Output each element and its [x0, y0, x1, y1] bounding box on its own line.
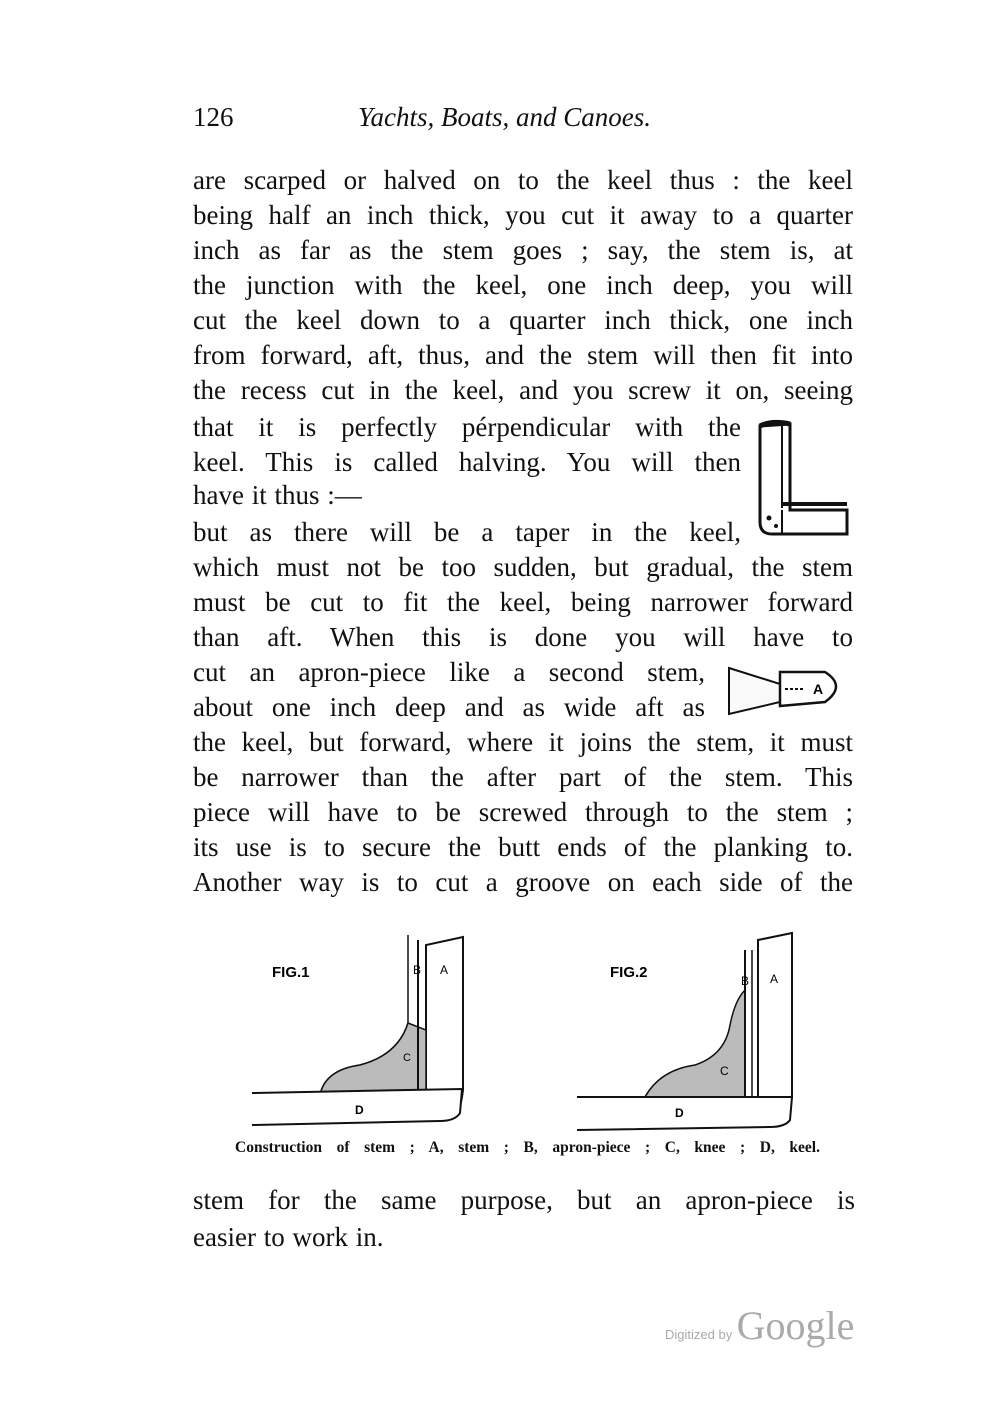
fig1-title: FIG.1 — [272, 964, 310, 981]
text-line: piece will have to be screwed through to the stem ; — [193, 797, 853, 827]
fig2-label-c: C — [720, 1064, 729, 1078]
figure-1 — [250, 925, 475, 1130]
halving-joint-illustration — [752, 418, 852, 538]
text-line: the recess cut in the keel, and you screw it on, seeing — [193, 375, 853, 405]
text-line: are scarped or halved on to the keel thus : the keel — [193, 165, 853, 195]
figure-caption: Construction of stem ; A, stem ; B, apron-piece ; C, knee ; D, keel. — [235, 1139, 820, 1156]
figure-2 — [565, 925, 800, 1135]
fig2-label-b: B — [741, 974, 750, 988]
text-line: than aft. When this is done you will have to — [193, 622, 853, 652]
fig2-title: FIG.2 — [610, 964, 648, 981]
running-title: Yachts, Boats, and Canoes. — [358, 102, 652, 132]
text-line: the keel, but forward, where it joins the stem, it must — [193, 727, 853, 757]
text-line: be narrower than the after part of the stem. This — [193, 762, 853, 792]
text-line: keel. This is called halving. You will then — [193, 447, 741, 477]
text-line: but as there will be a taper in the keel, — [193, 517, 741, 547]
watermark-brand: Google — [736, 1303, 855, 1348]
text-line: have it thus :— — [193, 480, 362, 510]
text-line: being half an inch thick, you cut it away to a quarter — [193, 200, 853, 230]
fig2-label-a: A — [770, 972, 779, 986]
text-line: inch as far as the stem goes ; say, the stem is, at — [193, 235, 853, 265]
text-line: easier to work in. — [193, 1222, 384, 1252]
text-line: Another way is to cut a groove on each side of the — [193, 867, 853, 897]
google-watermark — [665, 1302, 854, 1349]
text-line: cut the keel down to a quarter inch thick, one inch — [193, 305, 853, 335]
text-line: cut an apron-piece like a second stem, — [193, 657, 705, 687]
text-line: that it is perfectly pérpendicular with the — [193, 412, 741, 442]
apron-label-a: A — [813, 681, 824, 697]
fig2-label-d: D — [675, 1106, 684, 1120]
fig1-label-d: D — [355, 1103, 364, 1117]
text-line: must be cut to fit the keel, being narrower forward — [193, 587, 853, 617]
fig1-label-a: A — [440, 963, 449, 977]
text-line: from forward, aft, thus, and the stem will then fit into — [193, 340, 853, 370]
text-line: stem for the same purpose, but an apron-piece is — [193, 1185, 855, 1215]
text-line: its use is to secure the butt ends of the planking to. — [193, 832, 853, 862]
fig1-label-c: C — [403, 1052, 411, 1064]
apron-piece-illustration — [725, 662, 850, 720]
text-line: which must not be too sudden, but gradual, the stem — [193, 552, 853, 582]
text-line: the junction with the keel, one inch deep, you will — [193, 270, 853, 300]
page-number: 126 — [193, 102, 234, 132]
text-line: about one inch deep and as wide aft as — [193, 692, 705, 722]
fig1-label-b: B — [413, 963, 422, 977]
watermark-prefix: Digitized by — [665, 1327, 733, 1342]
